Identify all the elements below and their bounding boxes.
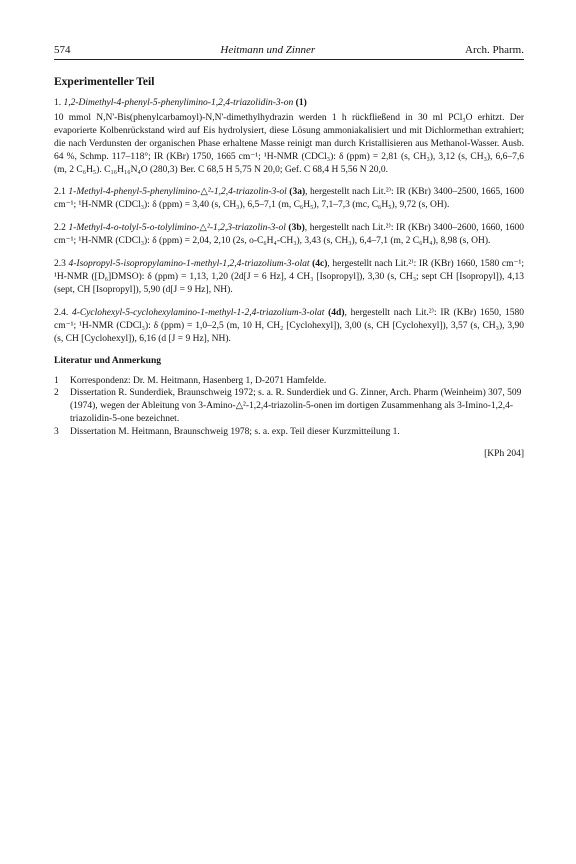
reference-text: Korrespondenz: Dr. M. Heitmann, Hasenberg 1, D-2071 Hamfelde.	[70, 375, 327, 386]
procedure-2-1	[54, 186, 524, 212]
journal-name: Arch. Pharm.	[465, 44, 524, 56]
procedure-2-1-number: 2.1	[54, 187, 66, 198]
reference-item	[54, 375, 524, 388]
procedure-2-3-number: 2.3	[54, 259, 66, 270]
procedure-1-title	[54, 97, 524, 110]
procedure-2-3-compound-label: (4c)	[312, 259, 328, 270]
paper-page	[54, 44, 524, 459]
procedure-2-4-body: , hergestellt nach Lit.²⁾: IR (KBr) 1650, 1580 cm⁻¹; ¹H-NMR (CDCl₃): δ (ppm) = 1,0–2,5 (m, 10 H, CH₂ [Cyclohexyl]), 3,00 (s, CH [Cyclohexyl]), 3,57 (s, CH₃), 3,90 (s, CH [Cyclohexyl]), 6,16 (d [J = 9 Hz], NH).	[54, 307, 525, 344]
procedure-2-3-compound-name: 4-Isopropyl-5-isopropylamino-1-methyl-1,2,4-triazolium-3-olat	[68, 259, 310, 270]
procedure-2-4-compound-name: 4-Cyclohexyl-5-cyclohexylamino-1-methyl-1-2,4-triazolium-3-olat	[71, 307, 325, 318]
procedure-1	[54, 97, 524, 176]
procedure-2-2-compound-name: 1-Methyl-4-o-tolyl-5-o-tolylimino-△²-1,2,3-triazolin-3-ol	[68, 223, 286, 234]
reference-number: 1	[54, 375, 59, 386]
procedure-2-3-body: , hergestellt nach Lit.²⁾: IR (KBr) 1660, 1580 cm⁻¹; ¹H-NMR ([D₆]DMSO): δ (ppm) = 1,13, 1,20 (2d[J = 6 Hz], 4 CH₃ [Isopropyl]), 3,30 (s, CH₃; sept CH [Isopropyl]), 4,13 (sept, CH [Isopropyl]), 5,90 (d[J = 9 Hz], NH).	[54, 259, 525, 295]
procedure-2-3	[54, 258, 524, 297]
procedure-2-2-body: , hergestellt nach Lit.²⁾: IR (KBr) 3400–2600, 1660, 1600 cm⁻¹; ¹H-NMR (CDCl₃): δ (ppm) = 2,04, 2,10 (2s, o-C₆H₄-CH₃), 3,43 (s, CH₃), 6,4–7,1 (m, 2 C₆H₄), 8,98 (s, OH).	[54, 223, 525, 247]
page-header	[54, 44, 524, 60]
reference-item	[54, 426, 524, 439]
reference-number: 2	[54, 388, 59, 399]
procedure-2-1-body: , hergestellt nach Lit.²⁾: IR (KBr) 3400–2500, 1665, 1600 cm⁻¹; ¹H-NMR (CDCl₃): δ (ppm) = 3,40 (s, CH₃), 6,5–7,1 (m, C₆H₅), 7,1–7,3 (mc, C₆H₅), 9,72 (s, OH).	[54, 187, 525, 211]
procedure-1-body: 10 mmol N,N'-Bis(phenylcarbamoyl)-N,N'-dimethylhydrazin werden 1 h rückfließend in 30 ml PCl₃O erhitzt. Der evaporierte Kolbenrückstand wird auf Eis hydrolysiert, diese Lösung ammoniakalisiert und mit Dichlormethan extrahiert; die nach Verdunsten der organischen Phase erhaltene Masse reinigt man durch Kristallisieren aus Methanol-Wasser. Ausb. 64 %, Schmp. 117–118°; IR (KBr) 1750, 1665 cm⁻¹; ¹H-NMR (CDCl₃): δ (ppm) = 2,81 (s, CH₃), 3,12 (s, CH₃), 6,6–7,6 (m, 2 C₆H₅). C₁₆H₁₆N₄O (280,3) Ber. C 68,5 H 5,75 N 20,0; Gef. C 68,4 H 5,56 N 20,0.	[54, 112, 524, 175]
references-heading: Literatur und Anmerkung	[54, 355, 161, 366]
procedure-2-4-compound-label: (4d)	[328, 307, 345, 318]
procedure-2-2	[54, 222, 524, 248]
reference-item	[54, 387, 524, 426]
procedure-1-compound-name: 1,2-Dimethyl-4-phenyl-5-phenylimino-1,2,4-triazolidin-3-on	[63, 98, 294, 108]
procedure-2-2-compound-label: (3b)	[288, 223, 305, 234]
procedure-2-2-number: 2.2	[54, 223, 66, 234]
procedure-1-number: 1.	[54, 98, 62, 108]
procedure-1-compound-label: (1)	[295, 98, 307, 108]
reference-text: Dissertation R. Sunderdiek, Braunschweig 1972; s. a. R. Sunderdiek und G. Zinner, Arch. Pharm (Weinheim) 307, 509 (1974), wegen der Ableitung von 3-Amino-△²-1,2,4-triazolin-5-onen im dortigen Zusammenhang als 3-Imino-1,2,4-triazolidin-5-one bezeichnet.	[70, 388, 522, 425]
procedure-2-1-compound-name: 1-Methyl-4-phenyl-5-phenylimino-△²-1,2,4-triazolin-3-ol	[68, 187, 287, 198]
reference-text: Dissertation M. Heitmann, Braunschweig 1978; s. a. exp. Teil dieser Kurzmitteilung 1.	[70, 427, 400, 438]
procedure-2-1-compound-label: (3a)	[289, 187, 306, 198]
reference-number: 3	[54, 427, 59, 438]
page-number: 574	[54, 44, 71, 56]
reference-list	[54, 375, 524, 440]
running-authors: Heitmann und Zinner	[220, 44, 316, 56]
procedure-2-4-number: 2.4.	[54, 307, 69, 318]
procedure-2-4	[54, 307, 524, 346]
section-heading-experimental: Experimenteller Teil	[54, 76, 155, 88]
manuscript-code: [KPh 204]	[484, 449, 524, 460]
